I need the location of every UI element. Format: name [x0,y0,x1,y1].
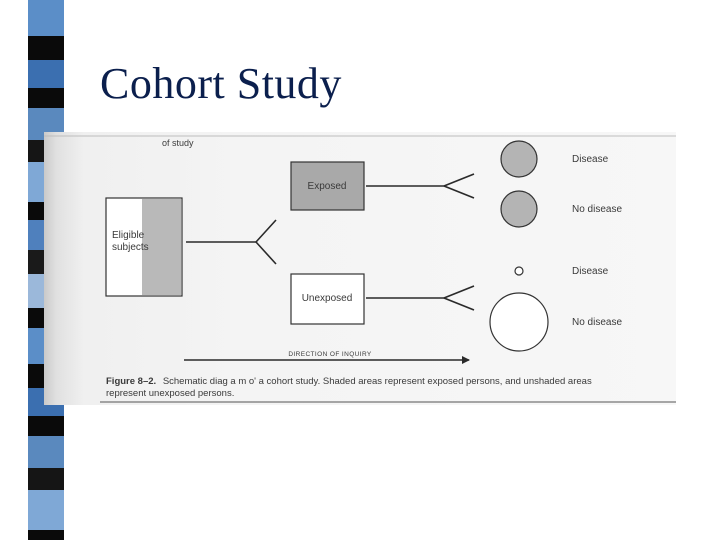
exposed-box [291,162,364,210]
outcome-label-1: Disease [572,154,609,165]
exposed-branch [366,174,474,198]
outcome-label-3: Disease [572,266,609,277]
stripe-block [28,88,64,108]
outcome-label-4: No disease [572,317,623,328]
caption-line2: represent unexposed persons. [106,388,235,399]
exposed-no-disease-circle [501,191,537,227]
eligible-subjects-box [106,198,182,296]
stripe-block [28,36,64,60]
exposed-disease-circle [501,141,537,177]
exposed-label: Exposed [307,181,347,192]
eligible-label-line2: subjects [112,242,149,253]
caption-line1 [106,376,592,387]
stripe-block [28,0,64,36]
direction-label: DIRECTION OF INQUIRY [288,351,372,358]
slide-title: Cohort Study [100,59,342,108]
eligible-label-line1: Eligible [112,230,145,241]
unexposed-box [291,274,364,324]
caption-prefix: Figure 8–2. [106,376,157,387]
stripe-block [28,468,64,490]
unexposed-branch [366,286,474,310]
unexposed-no-disease-circle [490,293,548,351]
unexposed-disease-circle [515,267,523,275]
caption-line1-text: Schematic diag a m o' a cohort study. Shaded areas represent exposed persons, and unshaded areas [162,376,592,387]
header-label: of study [162,138,194,148]
cohort-diagram [44,132,676,405]
stripe-block [28,60,64,88]
stripe-block [28,490,64,530]
left-branch [186,220,276,264]
stripe-block [28,436,64,468]
scanned-figure [44,132,676,405]
outcome-label-2: No disease [572,204,623,215]
stripe-block [28,530,64,540]
stripe-block [28,416,64,436]
unexposed-label: Unexposed [301,293,353,304]
